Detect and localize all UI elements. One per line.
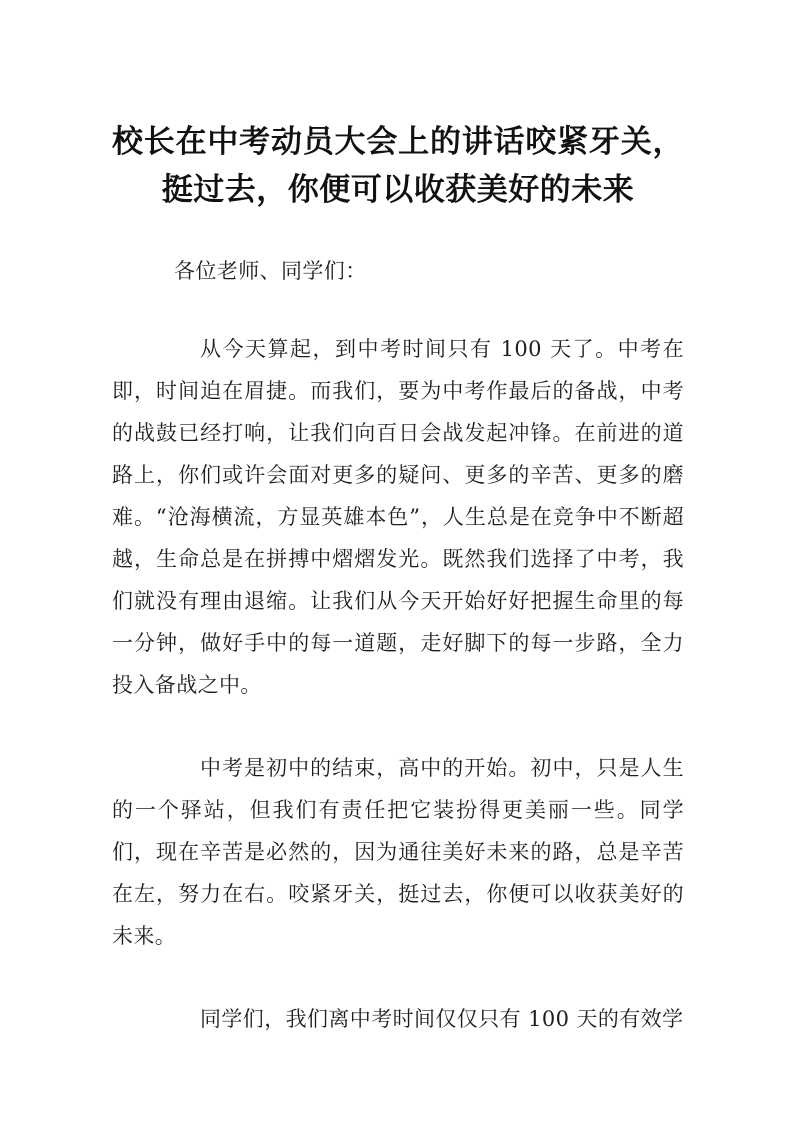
document-content bbox=[112, 0, 684, 1040]
document-body bbox=[112, 214, 684, 1040]
salutation-line: 各位老师、同学们： bbox=[174, 259, 367, 283]
body-paragraph-3: 同学们，我们离中考时间仅仅只有 100 天的有效学 bbox=[200, 1007, 684, 1031]
paragraph-spacer bbox=[112, 727, 684, 747]
page-title: 校长在中考动员大会上的讲话咬紧牙关，挺过去，你便可以收获美好的未来 bbox=[112, 124, 684, 208]
body-paragraph-2: 中考是初中的结束，高中的开始。初中，只是人生的一个驿站，但我们有责任把它装扮得更美丽一些。同学们，现在辛苦是必然的，因为通往美好未来的路，总是辛苦在左，努力在右。咬紧牙关，挺过去，你便可以收获美好的未来。 bbox=[112, 756, 684, 948]
body-paragraph-1: 从今天算起，到中考时间只有 100 天了。中考在即，时间迫在眉捷。而我们，要为中考作最后的备战，中考的战鼓已经打响，让我们向百日会战发起冲锋。在前进的道路上，你们或许会面对更多的疑问、更多的辛苦、更多的磨难。“沧海横流，方显英雄本色”，人生总是在竞争中不断超越，生命总是在拼搏中熠熠发光。既然我们选择了中考，我们就没有理由退缩。让我们从今天开始好好把握生命里的每一分钟，做好手中的每一道题，走好脚下的每一步路，全力投入备战之中。 bbox=[112, 337, 684, 697]
paragraph-spacer bbox=[112, 316, 684, 328]
paragraph-spacer bbox=[112, 978, 684, 998]
